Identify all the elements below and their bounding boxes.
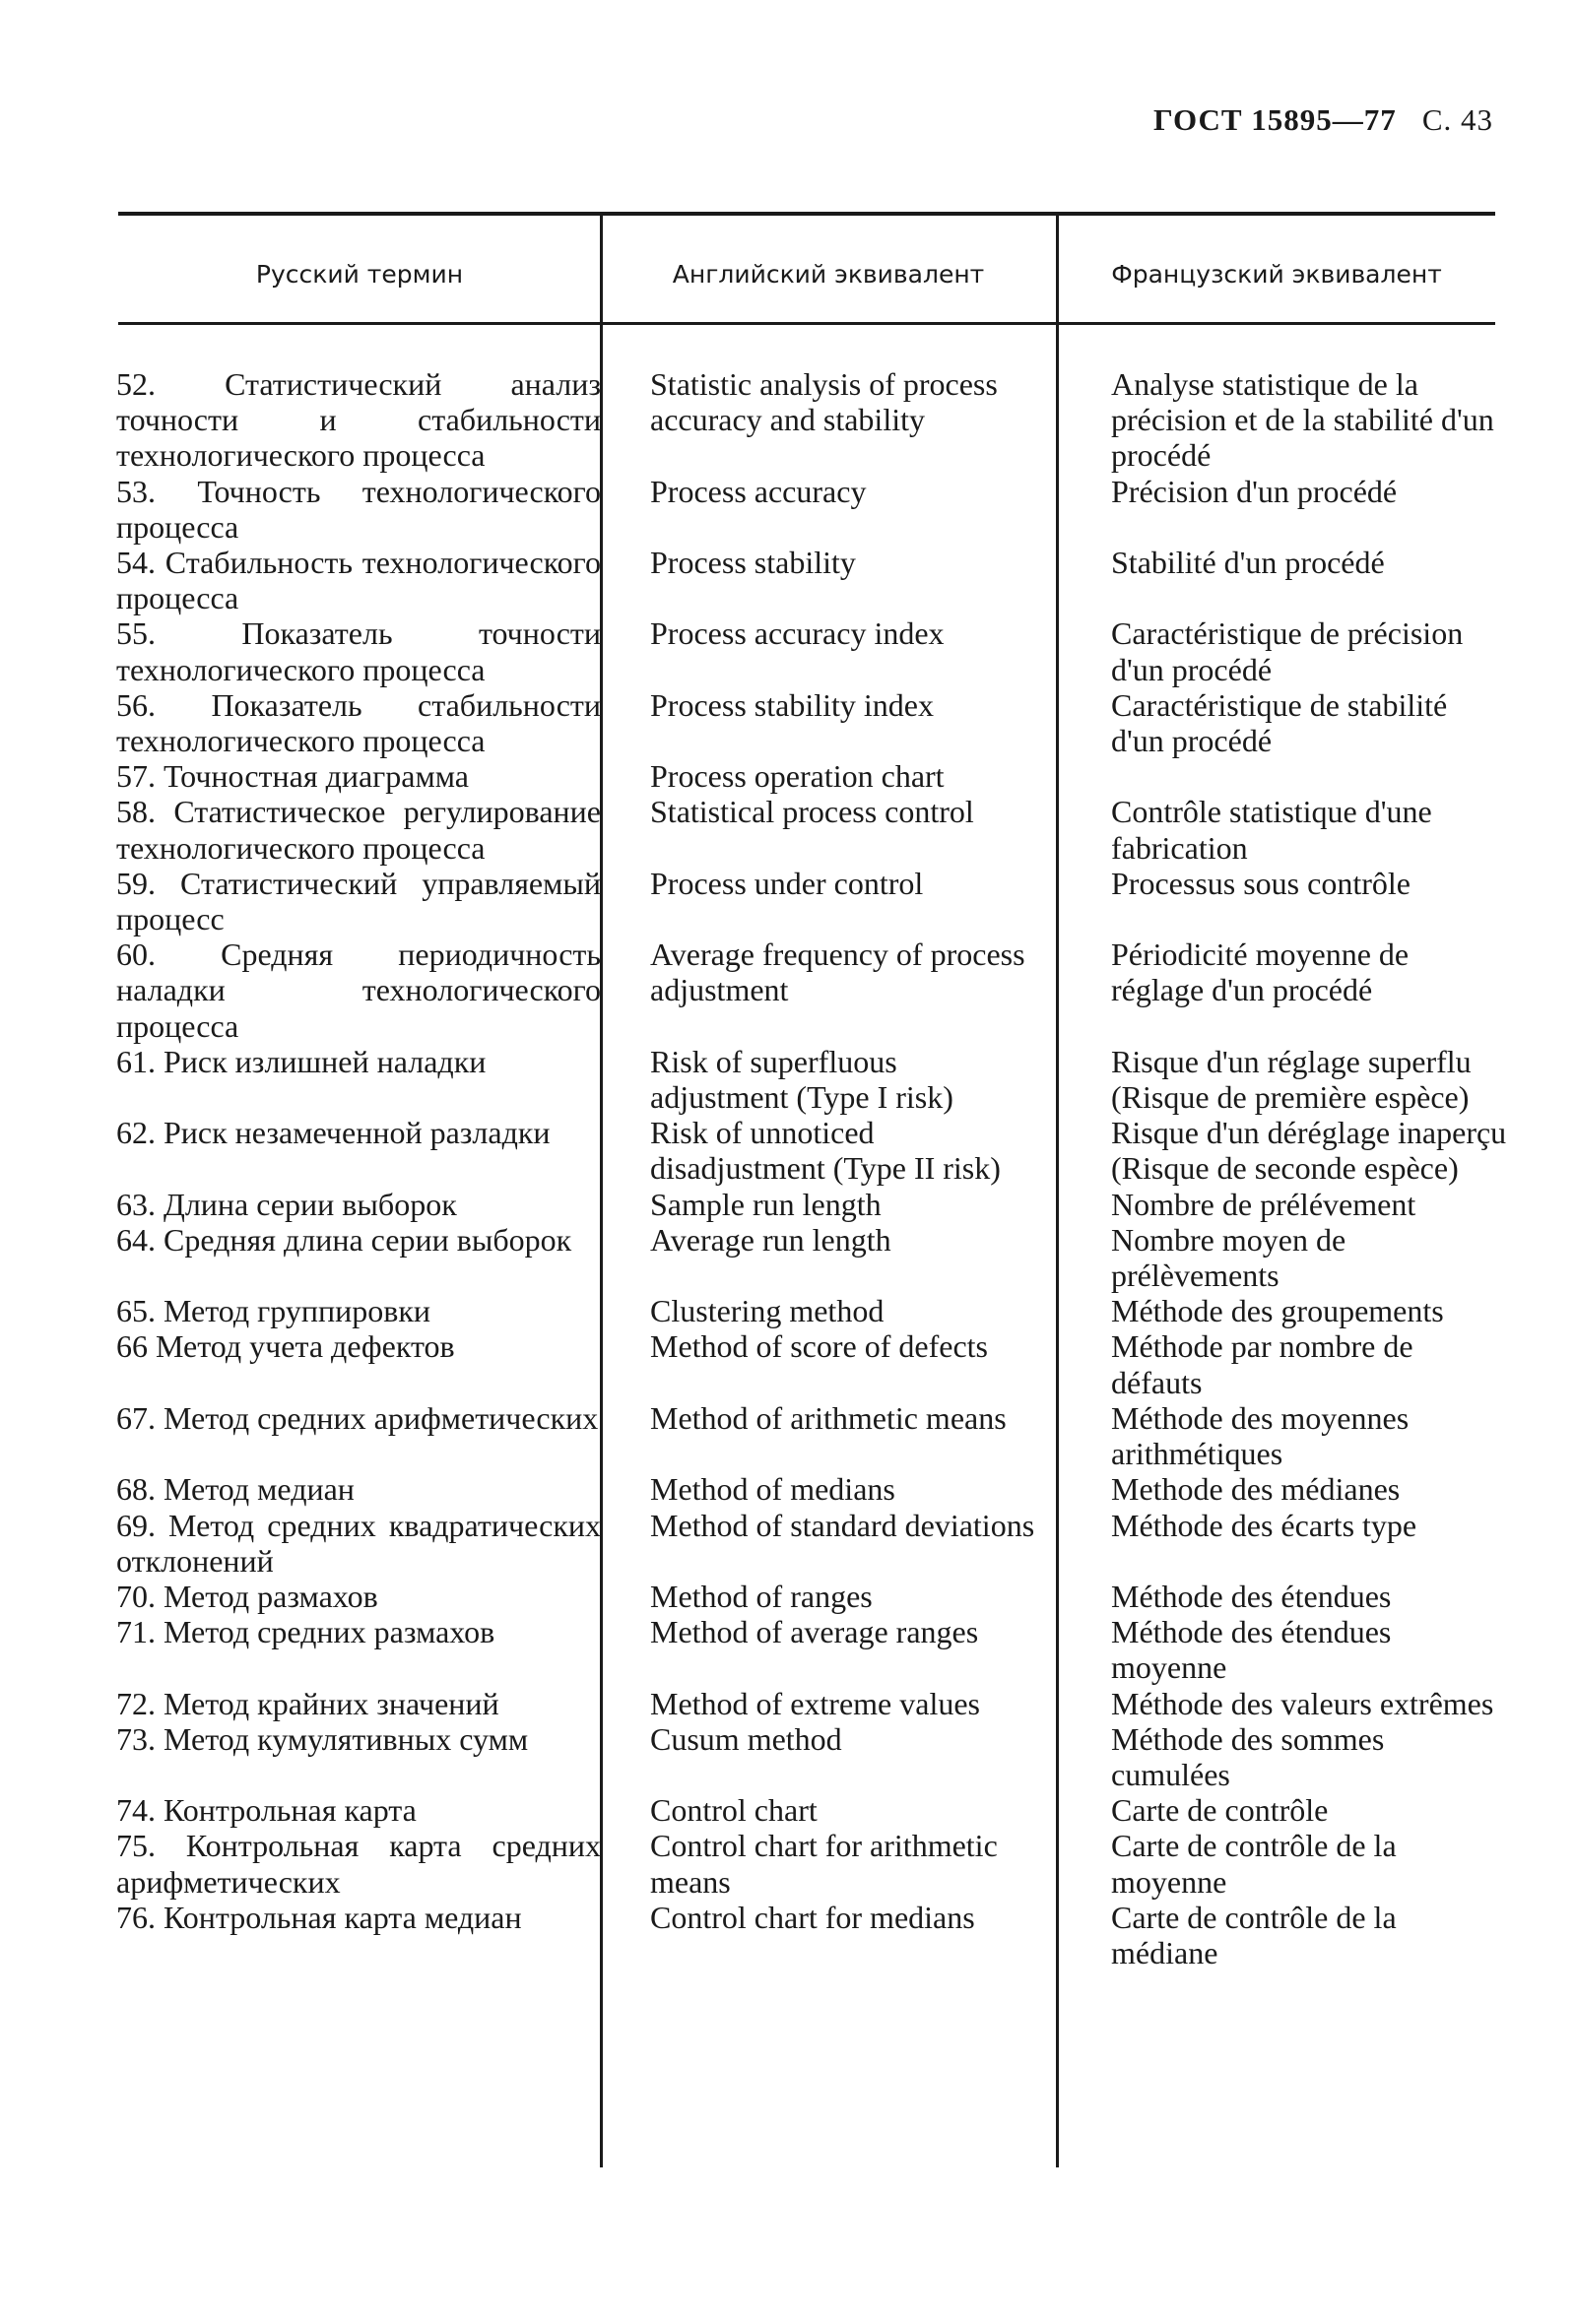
table-row bbox=[116, 1900, 1507, 1970]
french-equivalent: Méthode des valeurs extrêmes bbox=[1111, 1685, 1494, 1721]
english-equivalent: Statistic analysis of process accuracy and stability bbox=[650, 366, 998, 438]
french-equivalent: Méthode des sommes cumulées bbox=[1111, 1720, 1385, 1792]
table-row bbox=[116, 1721, 1507, 1792]
table-row bbox=[116, 1187, 1507, 1222]
english-equivalent: Method of score of defects bbox=[650, 1328, 988, 1365]
table-row bbox=[116, 1222, 1507, 1293]
french-equivalent: Méthode des écarts type bbox=[1111, 1507, 1417, 1543]
table-header-rule bbox=[118, 322, 1495, 325]
french-equivalent: Nombre moyen de prélèvements bbox=[1111, 1221, 1346, 1294]
russian-term: 54. Стабильность технологического процесса bbox=[116, 545, 601, 616]
table-row bbox=[116, 474, 1507, 545]
table-row bbox=[116, 615, 1507, 686]
english-equivalent: Process accuracy index bbox=[650, 615, 945, 652]
french-equivalent: Méthode des étendues moyenne bbox=[1111, 1614, 1392, 1686]
french-equivalent: Analyse statistique de la précision et de la stabilité d'un procédé bbox=[1111, 366, 1494, 474]
french-equivalent: Stabilité d'un procédé bbox=[1111, 545, 1385, 581]
russian-term: 52. Статистический анализ точности и стабильности технологического процесса bbox=[116, 366, 601, 474]
english-equivalent: Method of standard deviations bbox=[650, 1507, 1035, 1543]
english-equivalent: Method of average ranges bbox=[650, 1614, 979, 1650]
french-equivalent: Caractéristique de stabilité d'un procédé bbox=[1111, 686, 1448, 759]
french-equivalent: Méthode des groupements bbox=[1111, 1293, 1444, 1329]
russian-term: 62. Риск незамеченной разладки bbox=[116, 1115, 551, 1151]
russian-term: 64. Средняя длина серии выборок bbox=[116, 1221, 572, 1258]
french-equivalent: Méthode par nombre de défauts bbox=[1111, 1328, 1413, 1400]
english-equivalent: Control chart bbox=[650, 1792, 818, 1829]
french-equivalent: Carte de contrôle de la moyenne bbox=[1111, 1828, 1397, 1900]
english-equivalent: Method of extreme values bbox=[650, 1685, 980, 1721]
table-row bbox=[116, 1328, 1507, 1399]
russian-term: 59. Статистический управляемый процесс bbox=[116, 865, 601, 937]
english-equivalent: Average run length bbox=[650, 1221, 891, 1258]
english-equivalent: Process accuracy bbox=[650, 473, 867, 509]
english-equivalent: Process stability bbox=[650, 545, 856, 581]
french-equivalent: Risque d'un déréglage inaperçu (Risque de seconde espèce) bbox=[1111, 1115, 1507, 1187]
russian-term: 61. Риск излишней наладки bbox=[116, 1043, 487, 1079]
table-row bbox=[116, 1828, 1507, 1899]
page-header bbox=[1153, 102, 1493, 138]
russian-term: 67. Метод средних арифметических bbox=[116, 1399, 599, 1436]
english-equivalent: Method of medians bbox=[650, 1471, 895, 1508]
table-row bbox=[116, 1508, 1507, 1579]
table-row bbox=[116, 1115, 1507, 1186]
table-row bbox=[116, 545, 1507, 615]
russian-term: 73. Метод кумулятивных сумм bbox=[116, 1720, 529, 1757]
russian-term: 71. Метод средних размахов bbox=[116, 1614, 495, 1650]
russian-term: 69. Метод средних квадратических отклонений bbox=[116, 1507, 601, 1579]
french-equivalent: Methode des médianes bbox=[1111, 1471, 1401, 1508]
russian-term: 66 Метод учета дефектов bbox=[116, 1328, 455, 1365]
column-header-french: Французский эквивалент bbox=[1111, 260, 1442, 289]
french-equivalent: Méthode des étendues bbox=[1111, 1578, 1392, 1614]
french-equivalent: Précision d'un procédé bbox=[1111, 473, 1398, 509]
english-equivalent: Sample run length bbox=[650, 1186, 882, 1222]
english-equivalent: Control chart for arithmetic means bbox=[650, 1828, 998, 1900]
english-equivalent: Statistical process control bbox=[650, 794, 974, 830]
column-header-russian: Русский термин bbox=[255, 260, 464, 289]
table-top-rule bbox=[118, 212, 1495, 216]
english-equivalent: Method of arithmetic means bbox=[650, 1399, 1007, 1436]
table-row bbox=[116, 866, 1507, 936]
english-equivalent: Process operation chart bbox=[650, 758, 945, 795]
english-equivalent: Risk of unnoticed disadjustment (Type II risk) bbox=[650, 1115, 1001, 1187]
english-equivalent: Process stability index bbox=[650, 686, 934, 723]
french-equivalent: Risque d'un réglage superflu (Risque de première espèce) bbox=[1111, 1043, 1472, 1116]
russian-term: 63. Длина серии выборок bbox=[116, 1186, 457, 1222]
column-header-english: Английский эквивалент bbox=[672, 260, 985, 289]
french-equivalent bbox=[1111, 758, 1507, 794]
french-equivalent: Carte de contrôle bbox=[1111, 1792, 1329, 1829]
french-equivalent: Caractéristique de précision d'un procédé bbox=[1111, 615, 1464, 687]
english-equivalent: Clustering method bbox=[650, 1293, 885, 1329]
russian-term: 57. Точностная диаграмма bbox=[116, 758, 469, 795]
russian-term: 60. Средняя периодичность наладки технологического процесса bbox=[116, 936, 601, 1044]
table-row bbox=[116, 936, 1507, 1044]
table-row bbox=[116, 366, 1507, 474]
french-equivalent: Processus sous contrôle bbox=[1111, 865, 1411, 901]
english-equivalent: Method of ranges bbox=[650, 1578, 873, 1614]
russian-term: 72. Метод крайних значений bbox=[116, 1685, 499, 1721]
french-equivalent: Méthode des moyennes arithmétiques bbox=[1111, 1399, 1410, 1472]
russian-term: 58. Статистическое регулирование технологического процесса bbox=[116, 794, 601, 866]
english-equivalent: Process under control bbox=[650, 865, 924, 901]
english-equivalent: Average frequency of process adjustment bbox=[650, 936, 1025, 1008]
russian-term: 56. Показатель стабильности технологического процесса bbox=[116, 686, 601, 759]
terms-table bbox=[116, 366, 1507, 1970]
standard-number: ГОСТ 15895—77 bbox=[1153, 102, 1397, 137]
table-row bbox=[116, 758, 1507, 794]
table-row bbox=[116, 1686, 1507, 1721]
french-equivalent: Nombre de prélévement bbox=[1111, 1186, 1416, 1222]
table-row bbox=[116, 687, 1507, 758]
table-row bbox=[116, 1293, 1507, 1328]
russian-term: 55. Показатель точности технологического процесса bbox=[116, 615, 601, 687]
page-number: С. 43 bbox=[1421, 102, 1493, 137]
table-row bbox=[116, 794, 1507, 865]
table-row bbox=[116, 1792, 1507, 1828]
table-row bbox=[116, 1614, 1507, 1685]
russian-term: 74. Контрольная карта bbox=[116, 1792, 417, 1829]
table-row bbox=[116, 1579, 1507, 1614]
russian-term: 53. Точность технологического процесса bbox=[116, 473, 601, 545]
russian-term: 65. Метод группировки bbox=[116, 1293, 431, 1329]
french-equivalent: Périodicité moyenne de réglage d'un procédé bbox=[1111, 936, 1410, 1008]
table-row bbox=[116, 1044, 1507, 1115]
table-row bbox=[116, 1400, 1507, 1471]
russian-term: 76. Контрольная карта медиан bbox=[116, 1899, 522, 1935]
table-row bbox=[116, 1471, 1507, 1507]
english-equivalent: Control chart for medians bbox=[650, 1899, 975, 1935]
russian-term: 75. Контрольная карта средних арифметических bbox=[116, 1828, 601, 1900]
russian-term: 70. Метод размахов bbox=[116, 1578, 378, 1614]
english-equivalent: Cusum method bbox=[650, 1720, 842, 1757]
russian-term: 68. Метод медиан bbox=[116, 1471, 355, 1508]
french-equivalent: Carte de contrôle de la médiane bbox=[1111, 1899, 1397, 1970]
english-equivalent: Risk of superfluous adjustment (Type I risk) bbox=[650, 1043, 953, 1116]
french-equivalent: Contrôle statistique d'une fabrication bbox=[1111, 794, 1432, 866]
